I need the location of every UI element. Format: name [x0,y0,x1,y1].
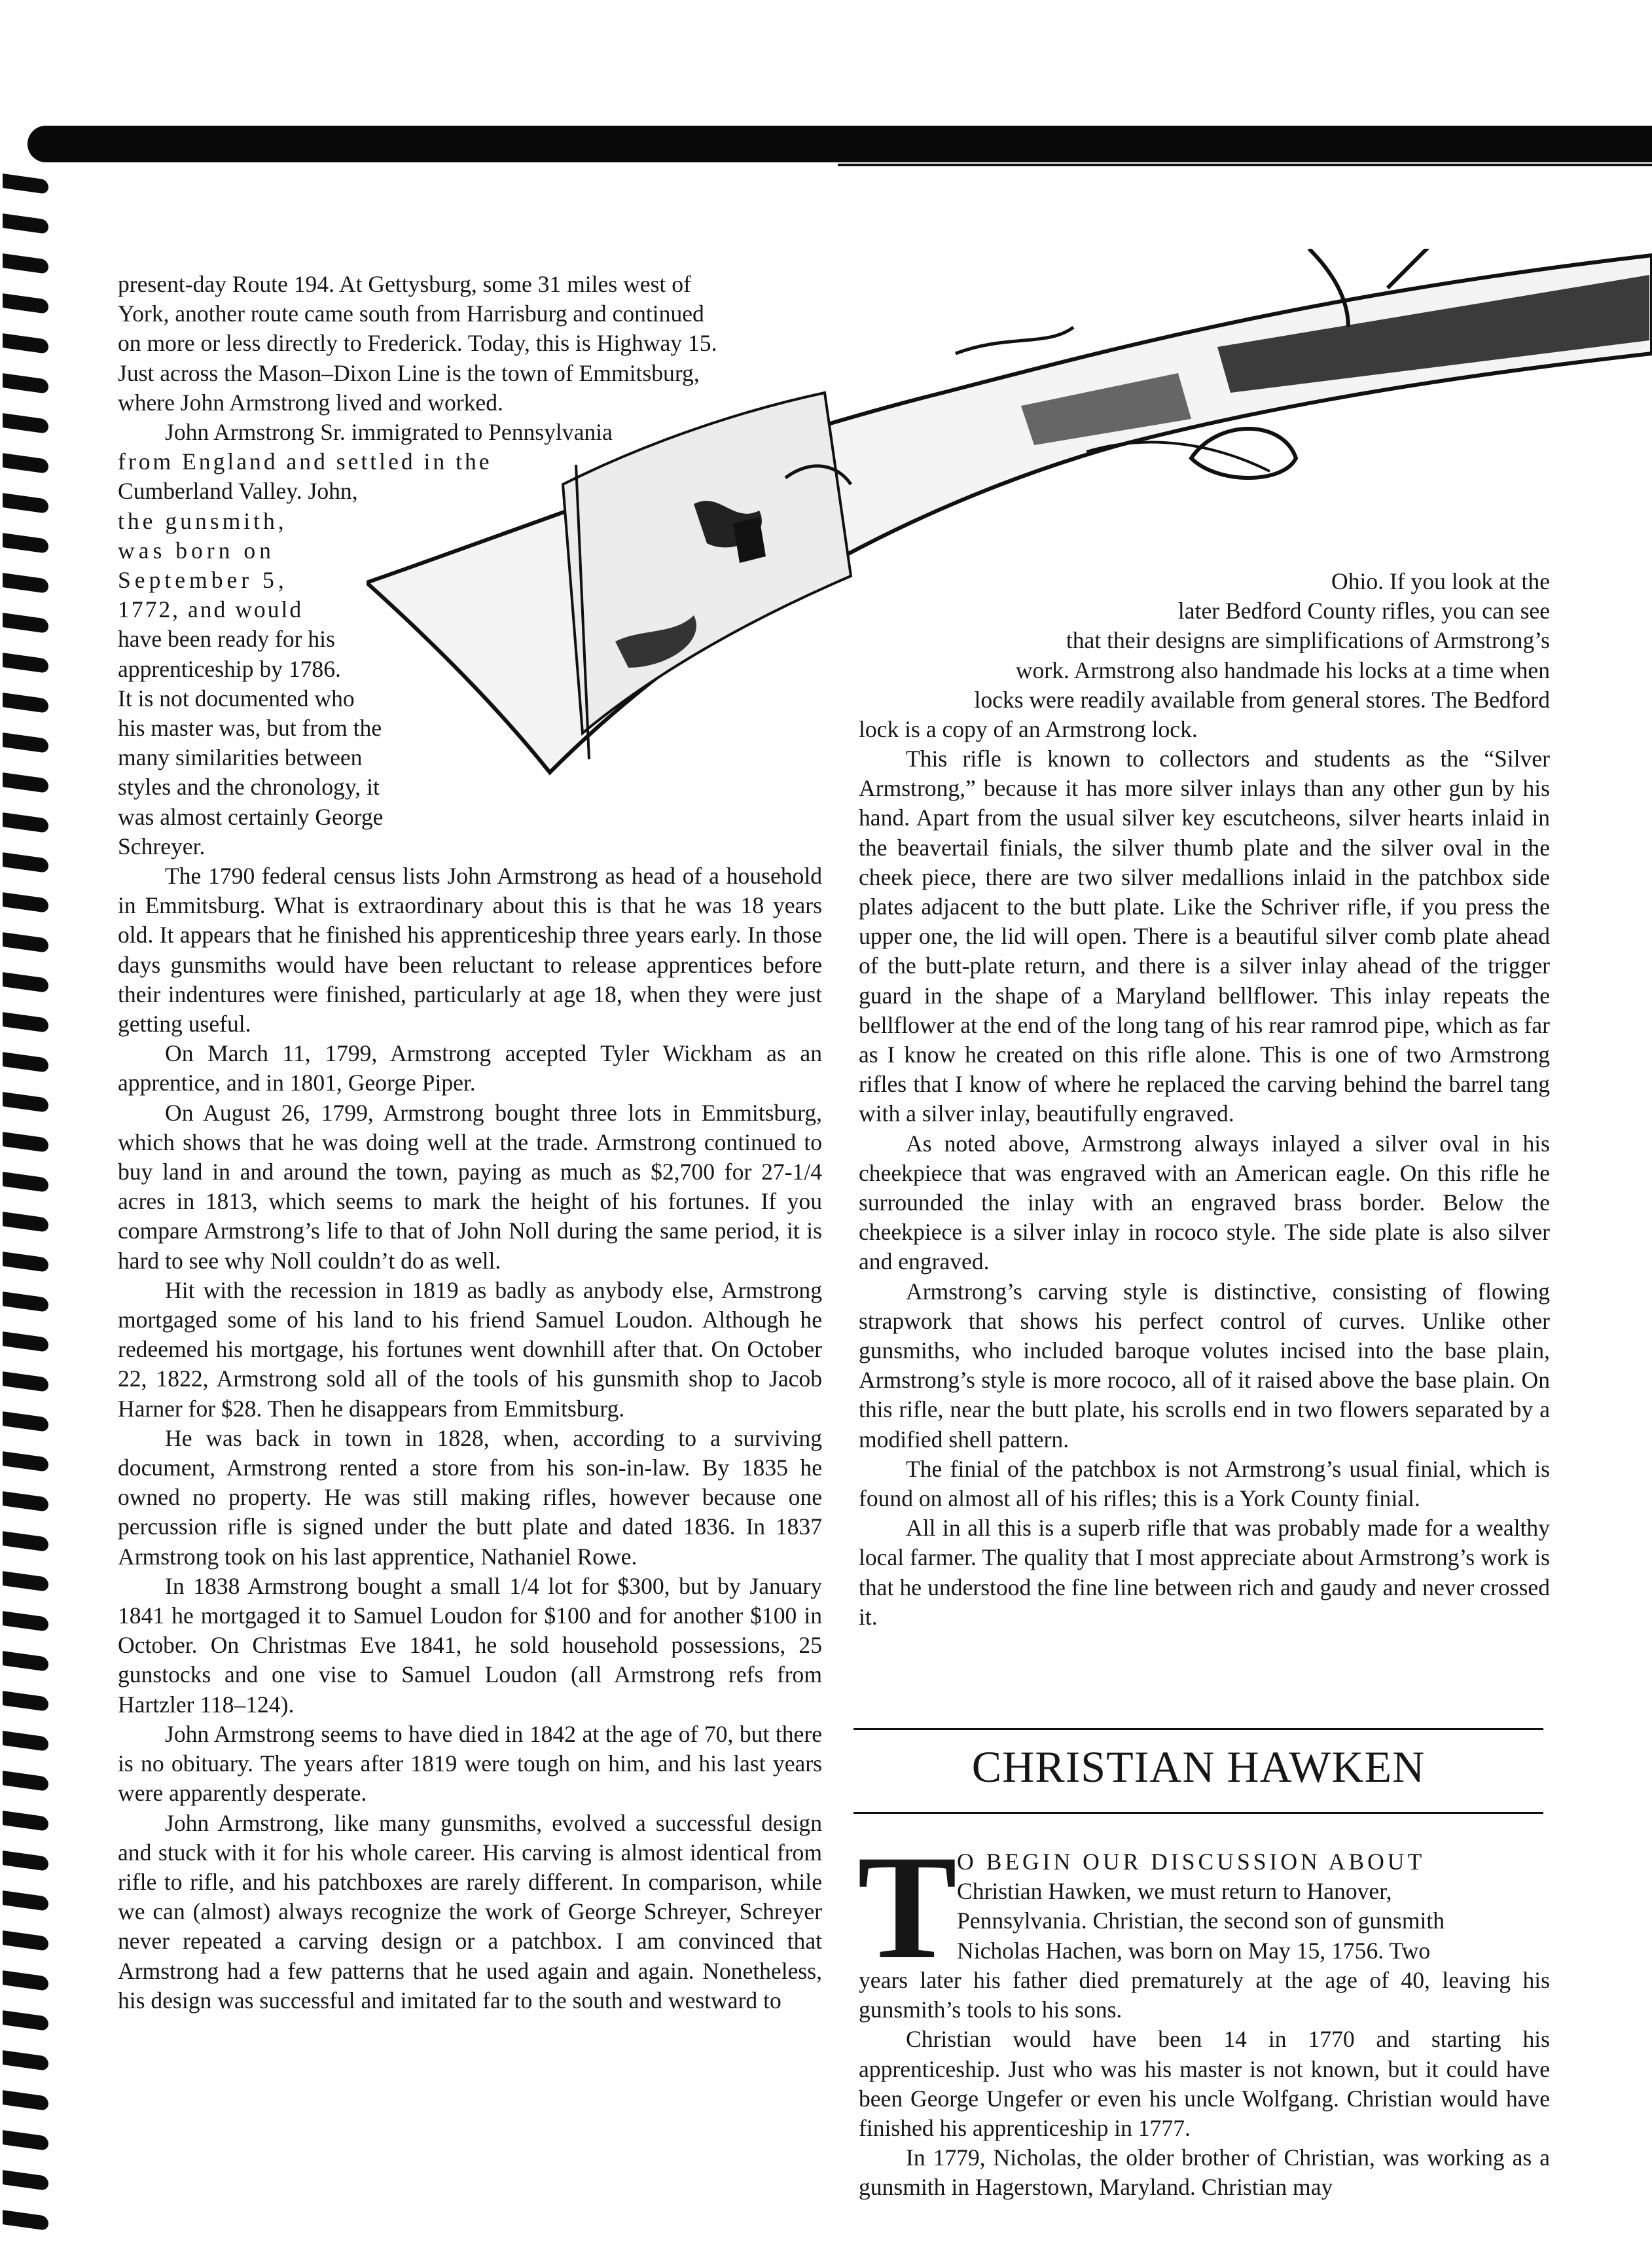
paragraph: In 1779, Nicholas, the older brother of Christian, was working as a gunsmith in Hagerstown, Maryland. Christian may [859,2144,1550,2201]
hawken-body [859,1966,1550,2203]
text-line: Ohio. If you look at the [1331,568,1550,594]
paragraph: On March 11, 1799, Armstrong accepted Tyler Wickham as an apprentice, and in 1801, George Piper. [118,1040,822,1096]
binding-ring [3,293,48,314]
binding-ring [3,1371,48,1392]
binding-ring [3,1331,48,1352]
section-heading: CHRISTIAN HAWKEN [971,1742,1426,1792]
binding-ring [3,772,48,793]
paragraph: This rifle is known to collectors and students as the “Silver Armstrong,” because it has more silver inlays than any other gun by his hand. Apart from the usual silver key escutcheons, silver hearts inlaid in the beavertail finials, the silver thumb plate and the silver oval in the cheek piece, there are two silver medallions inlaid in the patchbox side plates adjacent to the butt plate. Like the Schriver rifle, if you press the upper one, the lid will open. There is a beautiful silver comb plate ahead of the butt-plate return, and there is a silver inlay ahead of the trigger guard in the shape of a Maryland bellflower. This inlay repeats the bellflower at the end of the long tang of his rear ramrod pipe, which as far as I know he created on this rifle alone. This is one of two Armstrong rifles that I know of where he replaced the carving behind the barrel tang with a silver inlay, beautifully engraved. [859,746,1550,1127]
binding-ring [3,333,48,354]
binding-ring [3,1172,48,1193]
binding-ring [3,1970,48,1991]
binding-ring [3,1052,48,1073]
binding-ring [3,1930,48,1951]
paragraph: years later his father died prematurely at the age of 40, leaving his gunsmith’s tools to his sons. [859,1967,1550,2023]
binding-ring [3,2130,48,2151]
binding-ring [3,653,48,674]
binding-ring [3,1811,48,1832]
binding-ring [3,2090,48,2111]
paragraph: In 1838 Armstrong bought a small 1/4 lot for $300, but by January 1841 he mortgaged it to Samuel Loudon for $100 and for another $100 in October. On Christmas Eve 1841, he sold household possessions, 25 gunstocks and one vise to Samuel Loudon (all Armstrong refs from Hartzler 118–124). [118,1572,822,1718]
binding-ring [3,2210,48,2231]
binding-ring [3,693,48,713]
right-column-intro [859,567,1550,744]
binding-ring [3,173,48,194]
paragraph: All in all this is a superb rifle that was probably made for a wealthy local farmer. The quality that I most appreciate about Armstrong’s work is that he understood the fine line between rich and gaudy and never crossed it. [859,1515,1550,1630]
binding-ring [3,852,48,873]
text-line: apprenticeship by 1786. [118,655,341,682]
text-line: September 5, [118,567,288,594]
binding-ring [3,892,48,913]
binding-ring [3,253,48,274]
heading-rule-top [853,1728,1543,1730]
heading-rule-bottom [853,1812,1543,1814]
text-line: 1772, and would [118,596,304,623]
text-line: locks were readily available from general stores. The Bedford [974,686,1550,713]
text-line: that their designs are simplifications of Armstrong’s [1066,627,1550,654]
drop-cap: T [857,1825,958,1990]
paragraph: John Armstrong seems to have died in 1842 at the age of 70, but there is no obituary. The years after 1819 were tough on him, and his last years were apparently desperate. [118,1720,822,1807]
paragraph: John Armstrong, like many gunsmiths, evolved a successful design and stuck with it for his whole career. His carving is almost identical from rifle to rifle, and his patchboxes are rarely different. In comparison, while we can (almost) always recognize the work of George Schreyer, Schreyer never repeated a carving design or a patchbox. I am convinced that Armstrong had a few patterns that he used again and again. Nonetheless, his design was successful and imitated far to the south and westward to [118,1809,822,2013]
binding-ring [3,732,48,753]
binding-ring [3,932,48,953]
text-line: styles and the chronology, it [118,774,380,801]
binding-ring [3,2010,48,2031]
binding-ring [3,1451,48,1472]
text-line: Schreyer. [118,833,206,859]
text-line: was almost certainly George [118,803,384,830]
binding-ring [3,1252,48,1273]
binding-ring [3,2050,48,2071]
hawken-intro [957,1847,1543,1966]
spiral-binding [0,177,59,2257]
text-line: Pennsylvania. Christian, the second son of gunsmith [957,1907,1445,1934]
text-line: York, another route came south from Harrisburg and continued [118,300,704,327]
text-line: was born on [118,537,275,564]
binding-ring [3,1691,48,1712]
binding-ring [3,533,48,554]
binding-ring [3,493,48,514]
binding-ring [3,1651,48,1672]
binding-ring [3,1531,48,1552]
left-column-intro [118,270,822,861]
text-line: later Bedford County rifles, you can see [1177,598,1550,624]
right-column-body [859,744,1550,1632]
binding-ring [3,413,48,434]
text-line: his master was, but from the [118,715,382,742]
binding-ring [3,1411,48,1432]
text-line: John Armstrong Sr. immigrated to Pennsylvania [165,419,613,446]
binding-ring [3,812,48,833]
paragraph: The finial of the patchbox is not Armstrong’s usual finial, which is found on almost all of his rifles; this is a York County finial. [859,1455,1550,1512]
text-line: Cumberland Valley. John, [118,478,358,505]
text-line: where John Armstrong lived and worked. [118,389,503,416]
text-line: many similarities between [118,744,363,771]
paragraph: On August 26, 1799, Armstrong bought three lots in Emmitsburg, which shows that he was doing well at the trade. Armstrong continued to buy land in and around the town, paying as much as $2,700 for 27-1/4 acres in 1813, which seems to mark the height of his fortunes. If you compare Armstrong’s life to that of John Noll during the same period, it is hard to see why Noll couldn’t do as well. [118,1099,822,1274]
binding-ring [3,1890,48,1911]
page-header-rule [838,164,1652,166]
left-column-body [118,861,822,2015]
binding-ring [3,613,48,634]
text-line: lock is a copy of an Armstrong lock. [859,716,1198,743]
text-line: Christian Hawken, we must return to Hanover, [957,1878,1392,1905]
paragraph: Hit with the recession in 1819 as badly as anybody else, Armstrong mortgaged some of his land to his friend Samuel Loudon. Although he redeemed his mortgage, his fortunes went downhill after that. On October 22, 1822, Armstrong sold all of the tools of his gunsmith shop to Jacob Harner for $28. Then he disappears from Emmitsburg. [118,1276,822,1422]
binding-ring [3,1132,48,1153]
binding-ring [3,453,48,474]
page-header-bar [27,126,1652,162]
binding-ring [3,1092,48,1113]
text-line: the gunsmith, [118,507,287,534]
binding-ring [3,1212,48,1233]
text-line: on more or less directly to Frederick. Today, this is Highway 15. [118,330,717,357]
text-line: O BEGIN OUR DISCUSSION ABOUT [957,1849,1426,1875]
binding-ring [3,972,48,993]
binding-ring [3,1012,48,1033]
binding-ring [3,1571,48,1592]
binding-ring [3,213,48,234]
binding-ring [3,2170,48,2191]
binding-ring [3,373,48,394]
paragraph: The 1790 federal census lists John Armstrong as head of a household in Emmitsburg. What is extraordinary about this is that he was 18 years old. It appears that he finished his apprenticeship three years early. In those days gunsmiths would have been reluctant to release apprentices before their indentures were finished, particularly at age 18, when they were just getting useful. [118,863,822,1038]
paragraph: He was back in town in 1828, when, according to a surviving document, Armstrong rented a store from his son-in-law. By 1835 he owned no property. He was still making rifles, however because one percussion rifle is signed under the butt plate and dated 1836. In 1837 Armstrong took on his last apprentice, Nathaniel Rowe. [118,1424,822,1570]
paragraph: Armstrong’s carving style is distinctive, consisting of flowing strapwork that shows his perfect control of curves. Unlike other gunsmiths, who included baroque volutes incised into the base plain, Armstrong’s style is more rococo, all of it raised above the base plain. On this rifle, near the butt plate, his scrolls end in two flowers separated by a modified shell pattern. [859,1278,1550,1453]
text-line: from England and settled in the [118,448,492,475]
binding-ring [3,1291,48,1312]
paragraph: As noted above, Armstrong always inlayed a silver oval in his cheekpiece that was engraved with an American eagle. On this rifle he surrounded the inlay with an engraved brass border. Below the cheekpiece is a silver inlay in rococo style. The side plate is also silver and engraved. [859,1130,1550,1275]
text-line: Nicholas Hachen, was born on May 15, 1756. Two [957,1937,1431,1964]
binding-ring [3,1771,48,1792]
text-line: work. Armstrong also handmade his locks at a time when [1015,657,1550,683]
binding-ring [3,1491,48,1512]
text-line: Just across the Mason–Dixon Line is the town of Emmitsburg, [118,359,700,386]
paragraph: Christian would have been 14 in 1770 and starting his apprenticeship. Just who was his master is not known, but it could have been George Ungefer or even his uncle Wolfgang. Christian would have finished his apprenticeship in 1777. [859,2026,1550,2142]
binding-ring [3,1611,48,1632]
binding-ring [3,1731,48,1752]
text-line: It is not documented who [118,685,355,712]
binding-ring [3,1851,48,1871]
text-line: present-day Route 194. At Gettysburg, some 31 miles west of [118,271,691,297]
text-line: have been ready for his [118,626,335,653]
binding-ring [3,573,48,594]
